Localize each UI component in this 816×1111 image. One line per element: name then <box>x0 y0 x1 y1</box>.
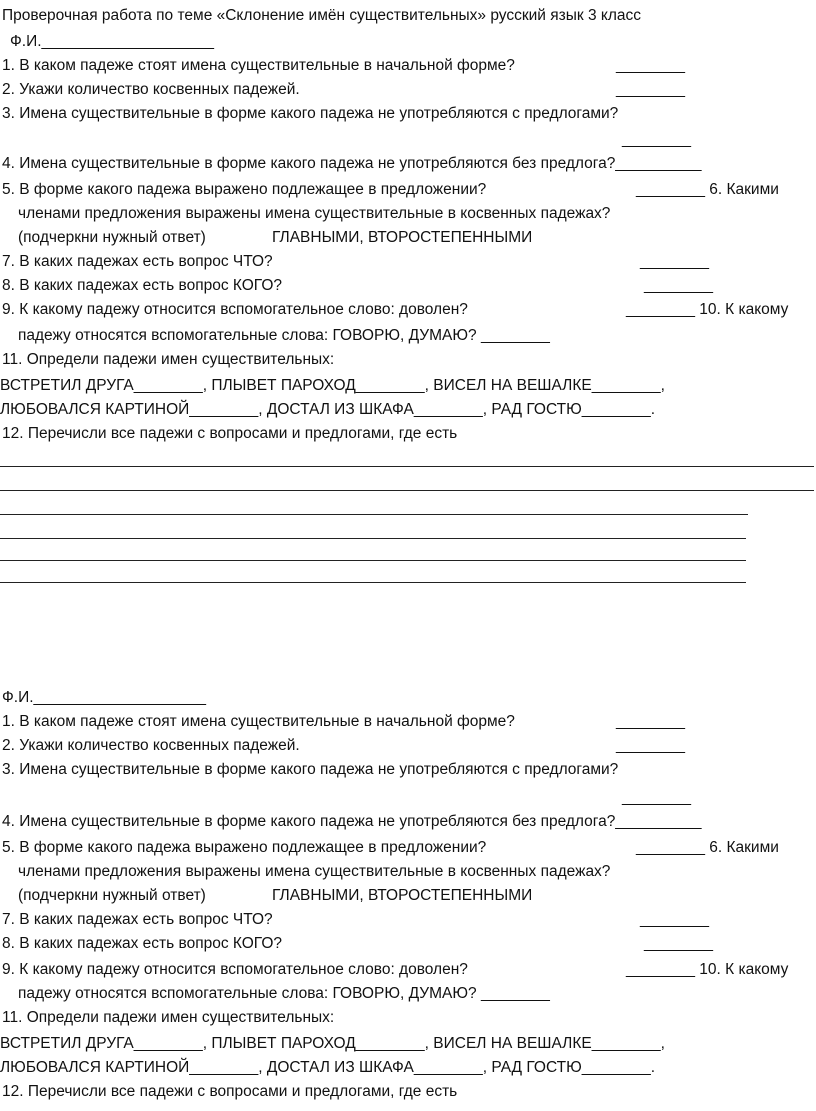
question-5: 5. В форме какого падежа выражено подлежащее в предложении? <box>2 181 487 198</box>
question-6-line: членами предложения выражены имена существительные в косвенных падежах? <box>18 205 611 222</box>
question-3: 3. Имена существительные в форме какого падежа не употребляются с предлогами? <box>2 105 619 122</box>
answer-line <box>0 514 748 515</box>
answer-blank-7: ________ <box>640 253 709 270</box>
question-2: 2. Укажи количество косвенных падежей. <box>2 737 300 754</box>
question-11-row-1: ВСТРЕТИЛ ДРУГА________, ПЛЫВЕТ ПАРОХОД________, ВИСЕЛ НА ВЕШАЛКЕ________, <box>0 377 665 394</box>
question-1: 1. В каком падеже стоят имена существительные в начальной форме? <box>2 713 515 730</box>
answer-blank-9: ________ 10. К какому <box>626 961 789 978</box>
fio-field: Ф.И.____________________ <box>10 33 214 50</box>
fio-field: Ф.И.____________________ <box>2 689 206 706</box>
question-9: 9. К какому падежу относится вспомогательное слово: доволен? <box>2 301 468 318</box>
answer-line <box>0 582 746 583</box>
question-11: 11. Определи падежи имен существительных: <box>2 1009 335 1026</box>
answer-blank-2: ________ <box>616 81 685 98</box>
question-6-hint: (подчеркни нужный ответ) <box>18 887 206 904</box>
answer-blank-5: ________ 6. Какими <box>636 839 779 856</box>
question-6-hint: (подчеркни нужный ответ) <box>18 229 206 246</box>
question-12: 12. Перечисли все падежи с вопросами и предлогами, где есть <box>2 1083 458 1100</box>
question-9: 9. К какому падежу относится вспомогательное слово: доволен? <box>2 961 468 978</box>
answer-blank-2: ________ <box>616 737 685 754</box>
answer-blank-1: ________ <box>616 57 685 74</box>
question-4: 4. Имена существительные в форме какого падежа не употребляются без предлога?__________ <box>2 813 702 830</box>
answer-line <box>0 538 746 539</box>
question-7: 7. В каких падежах есть вопрос ЧТО? <box>2 911 273 928</box>
answer-blank-8: ________ <box>644 935 713 952</box>
answer-blank-3: ________ <box>622 789 691 806</box>
question-2: 2. Укажи количество косвенных падежей. <box>2 81 300 98</box>
answer-blank-5: ________ 6. Какими <box>636 181 779 198</box>
question-6-line: членами предложения выражены имена существительные в косвенных падежах? <box>18 863 611 880</box>
answer-line <box>0 466 814 467</box>
question-7: 7. В каких падежах есть вопрос ЧТО? <box>2 253 273 270</box>
answer-blank-8: ________ <box>644 277 713 294</box>
answer-blank-7: ________ <box>640 911 709 928</box>
question-12: 12. Перечисли все падежи с вопросами и предлогами, где есть <box>2 425 458 442</box>
question-11-row-2: ЛЮБОВАЛСЯ КАРТИНОЙ________, ДОСТАЛ ИЗ ШКАФА________, РАД ГОСТЮ________. <box>0 401 656 418</box>
answer-blank-3: ________ <box>622 131 691 148</box>
question-8: 8. В каких падежах есть вопрос КОГО? <box>2 935 282 952</box>
question-1: 1. В каком падеже стоят имена существительные в начальной форме? <box>2 57 515 74</box>
question-6-options: ГЛАВНЫМИ, ВТОРОСТЕПЕННЫМИ <box>272 887 533 904</box>
answer-blank-9: ________ 10. К какому <box>626 301 789 318</box>
answer-line <box>0 560 746 561</box>
question-5: 5. В форме какого падежа выражено подлежащее в предложении? <box>2 839 487 856</box>
answer-line <box>0 490 814 491</box>
question-11: 11. Определи падежи имен существительных: <box>2 351 335 368</box>
question-3: 3. Имена существительные в форме какого падежа не употребляются с предлогами? <box>2 761 619 778</box>
question-4: 4. Имена существительные в форме какого падежа не употребляются без предлога?__________ <box>2 155 702 172</box>
question-8: 8. В каких падежах есть вопрос КОГО? <box>2 277 282 294</box>
answer-blank-1: ________ <box>616 713 685 730</box>
question-6-options: ГЛАВНЫМИ, ВТОРОСТЕПЕННЫМИ <box>272 229 533 246</box>
worksheet-title: Проверочная работа по теме «Склонение имён существительных» русский язык 3 класс <box>2 7 642 24</box>
question-10-line: падежу относятся вспомогательные слова: ГОВОРЮ, ДУМАЮ? ________ <box>18 327 550 344</box>
question-11-row-2: ЛЮБОВАЛСЯ КАРТИНОЙ________, ДОСТАЛ ИЗ ШКАФА________, РАД ГОСТЮ________. <box>0 1059 656 1076</box>
question-10-line: падежу относятся вспомогательные слова: ГОВОРЮ, ДУМАЮ? ________ <box>18 985 550 1002</box>
question-11-row-1: ВСТРЕТИЛ ДРУГА________, ПЛЫВЕТ ПАРОХОД________, ВИСЕЛ НА ВЕШАЛКЕ________, <box>0 1035 665 1052</box>
